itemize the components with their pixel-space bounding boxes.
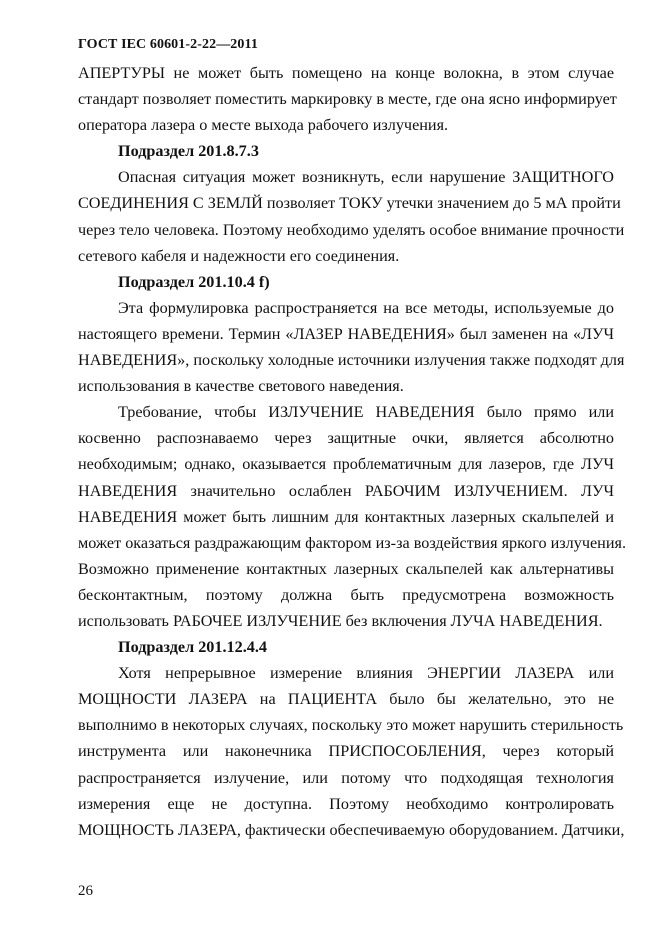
text-line: НАВЕДЕНИЯ может быть лишним для контактных лазерных скальпелей и — [78, 507, 614, 526]
text-line: СОЕДИНЕНИЯ С ЗЕМЛЙ позволяет ТОКУ утечки значением до 5 мА пройти — [78, 194, 621, 213]
text-line: выполнимо в некоторых случаях, поскольку это может нарушить стерильность — [78, 716, 624, 735]
text-line: Требование, чтобы ИЗЛУЧЕНИЕ НАВЕДЕНИЯ было прямо или — [118, 403, 614, 422]
text-line: сетевого кабеля и надежности его соединения. — [78, 246, 400, 265]
page-number: 26 — [78, 883, 93, 899]
standard-header: ГОСТ IEC 60601-2-22—2011 — [78, 37, 258, 52]
text-line: косвенно распознаваемо через защитные очки, является абсолютно — [78, 429, 614, 448]
text-line: использования в качестве светового наведения. — [78, 377, 404, 396]
text-line: использовать РАБОЧЕЕ ИЗЛУЧЕНИЕ без включения ЛУЧА НАВЕДЕНИЯ. — [78, 611, 603, 630]
text-line: Хотя непрерывное измерение влияния ЭНЕРГИИ ЛАЗЕРА или — [118, 664, 614, 683]
text-line: МОЩНОСТИ ЛАЗЕРА на ПАЦИЕНТА было бы желательно, это не — [78, 690, 614, 709]
section-heading: Подраздел 201.10.4 f) — [118, 272, 270, 291]
text-line: Опасная ситуация может возникнуть, если нарушение ЗАЩИТНОГО — [118, 168, 614, 187]
text-line: стандарт позволяет поместить маркировку в месте, где она ясно информирует — [78, 90, 617, 109]
text-line: МОЩНОСТЬ ЛАЗЕРА, фактически обеспечиваемую оборудованием. Датчики, — [78, 820, 625, 839]
section-heading: Подраздел 201.12.4.4 — [118, 638, 268, 657]
text-line: настоящего времени. Термин «ЛАЗЕР НАВЕДЕНИЯ» был заменен на «ЛУЧ — [78, 324, 614, 343]
text-line: оператора лазера о месте выхода рабочего излучения. — [78, 116, 449, 135]
text-line: распространяется излучение, или потому что подходящая технология — [78, 768, 614, 787]
body-text — [78, 60, 626, 843]
text-line: через тело человека. Поэтому необходимо уделять особое внимание прочности — [78, 220, 625, 239]
section-heading: Подраздел 201.8.7.3 — [118, 142, 259, 161]
text-line: АПЕРТУРЫ не может быть помещено на конце волокна, в этом случае — [78, 64, 614, 82]
text-line: бесконтактным, поэтому должна быть предусмотрена возможность — [78, 585, 614, 604]
text-line: инструмента или наконечника ПРИСПОСОБЛЕНИЯ, через который — [78, 742, 614, 761]
text-line: может оказаться раздражающим фактором из-за воздействия яркого излучения. — [78, 533, 626, 552]
text-line: Возможно применение контактных лазерных скальпелей как альтернативы — [78, 559, 614, 578]
text-line: НАВЕДЕНИЯ значительно ослаблен РАБОЧИМ ИЗЛУЧЕНИЕМ. ЛУЧ — [78, 481, 614, 500]
text-line: НАВЕДЕНИЯ», поскольку холодные источники излучения также подходят для — [78, 351, 625, 370]
text-line: Эта формулировка распространяется на все методы, используемые до — [118, 298, 614, 317]
text-line: измерения еще не доступна. Поэтому необходимо контролировать — [78, 794, 614, 813]
text-line: необходимым; однако, оказывается проблематичным для лазеров, где ЛУЧ — [78, 455, 614, 474]
